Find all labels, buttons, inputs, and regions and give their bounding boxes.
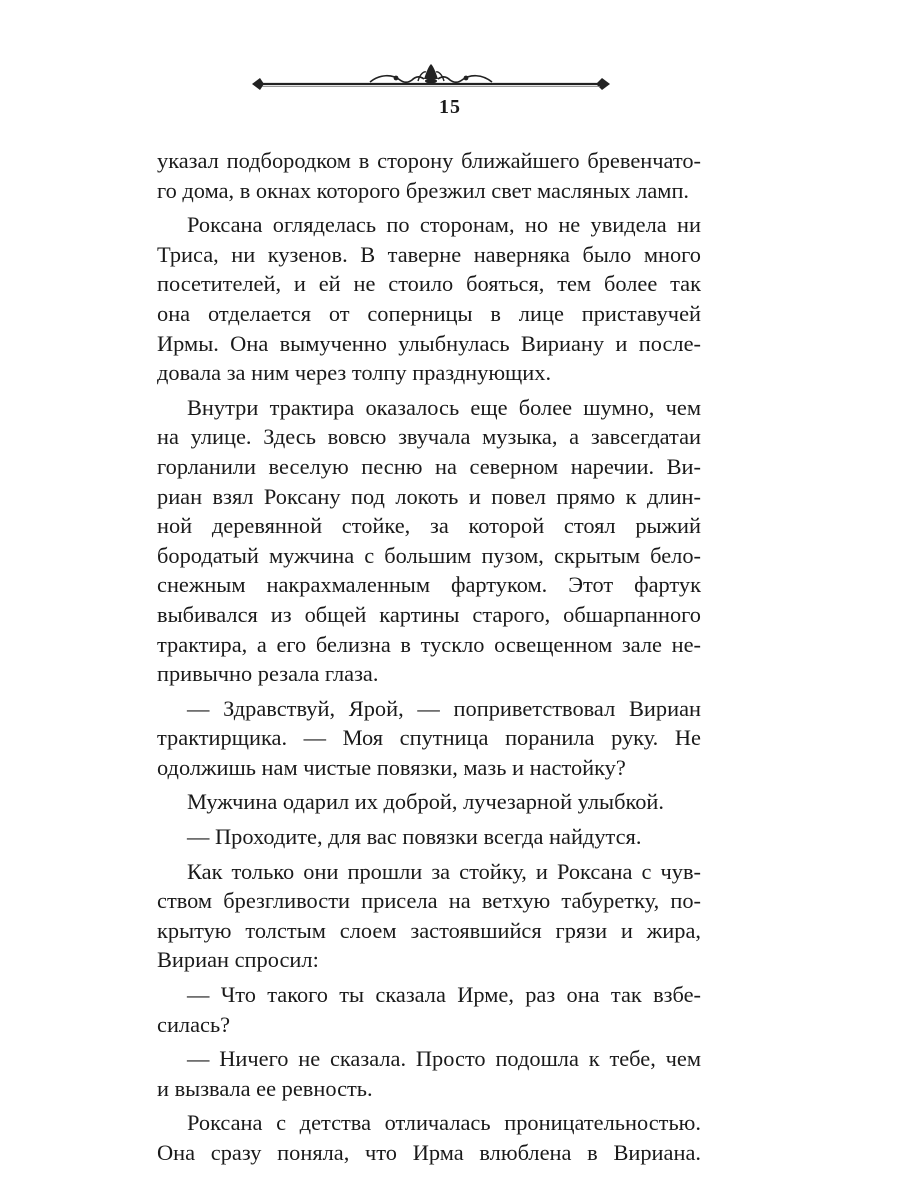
text-line: горланили веселую песню на северном наречии. Ви- [157, 453, 701, 479]
text-line: ством брезгливости присела на ветхую табуретку, по- [157, 888, 701, 914]
text-line: трактирщика. — Моя спутница поранила руку. Не [157, 725, 701, 751]
text-line: силась? [157, 1011, 231, 1037]
text-line: — Здравствуй, Ярой, — поприветствовал Вириан [187, 695, 701, 721]
text-line: Как только они прошли за стойку, и Роксана с чув- [187, 858, 701, 884]
page-number: 15 [439, 96, 461, 118]
text-line: Она сразу поняла, что Ирма влюблена в Вириана. [157, 1140, 701, 1165]
text-line: бородатый мужчина с большим пузом, скрытым бело- [157, 542, 701, 568]
text-line: Внутри трактира оказалось еще более шумно, чем [187, 394, 701, 420]
text-line: Триса, ни кузенов. В таверне наверняка было много [157, 241, 701, 267]
header-ornament [250, 62, 612, 98]
text-line: трактира, а его белизна в тускло освещенном зале не- [157, 631, 701, 657]
text-line: снежным накрахмаленным фартуком. Этот фартук [157, 572, 701, 598]
text-line: Ирмы. Она вымученно улыбнулась Вириану и после- [157, 330, 701, 356]
text-line: довала за ним через толпу празднующих. [157, 360, 552, 386]
text-line: Мужчина одарил их доброй, лучезарной улыбкой. [187, 789, 664, 815]
text-line: она отделается от соперницы в лице приставучей [157, 300, 701, 326]
text-line: Роксана огляделась по сторонам, но не увидела ни [187, 212, 701, 238]
text-line: — Ничего не сказала. Просто подошла к тебе, чем [187, 1046, 701, 1072]
text-line: на улице. Здесь вовсю звучала музыка, а завсегдатаи [157, 424, 701, 450]
text-line: риан взял Роксану под локоть и повел прямо к длин- [157, 483, 701, 509]
text-line: выбивался из общей картины старого, обшарпанного [157, 601, 701, 627]
text-line: привычно резала глаза. [157, 661, 379, 687]
text-line: указал подбородком в сторону ближайшего бревенчато- [157, 148, 701, 173]
body-text [157, 146, 701, 1168]
text-line: Вириан спросил: [157, 947, 319, 973]
text-line: посетителей, и ей не стоило бояться, тем более так [157, 271, 701, 297]
text-line: — Проходите, для вас повязки всегда найдутся. [187, 824, 642, 850]
text-line: и вызвала ее ревность. [157, 1075, 373, 1101]
text-line: крытую толстым слоем застоявшийся грязи и жира, [157, 917, 701, 943]
text-line: ной деревянной стойке, за которой стоял рыжий [157, 513, 701, 539]
text-line: одолжишь нам чистые повязки, мазь и настойку? [157, 754, 626, 780]
text-line: го дома, в окнах которого брезжил свет масляных ламп. [157, 177, 690, 203]
text-line: — Что такого ты сказала Ирме, раз она так взбе- [187, 982, 701, 1008]
text-line: Роксана с детства отличалась проницательностью. [187, 1110, 701, 1136]
